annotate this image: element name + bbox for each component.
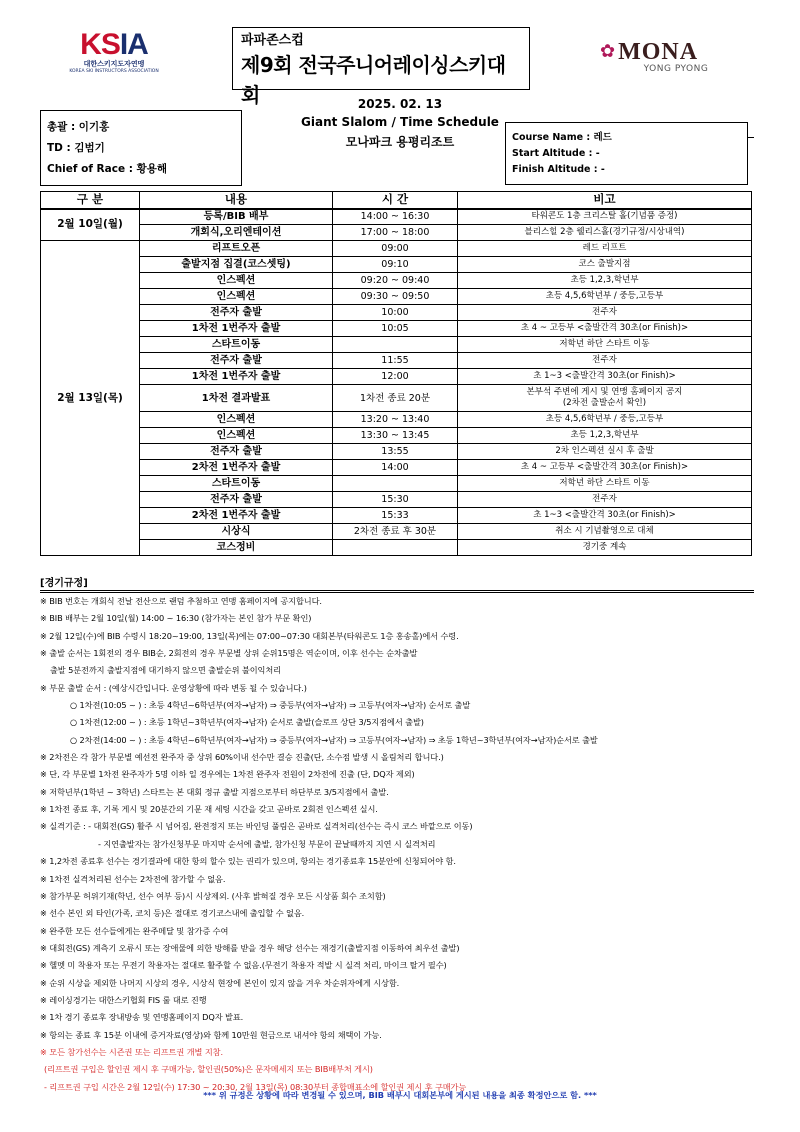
note-cell [458,321,752,337]
item-cell: 인스펙션 [140,412,333,428]
item-cell: 스타트이동 [140,337,333,353]
item-cell: 전주자 출발 [140,492,333,508]
note-cell [458,337,752,353]
item-cell: 인스펙션 [140,428,333,444]
table-row [41,476,752,492]
table-row [41,369,752,385]
time-cell: 10:05 [333,321,458,337]
course-box-tick [748,137,754,138]
flower-icon: ✿ [600,41,616,62]
rule-line: ※ BIB 배부는 2월 10일(월) 14:00 ~ 16:30 (참가자는 본인 참가 부문 확인) [40,613,312,624]
table-row [41,385,752,412]
note-text: 초 1~3 <출발간격 30초(or Finish)> [533,371,676,381]
rule-line: ※ 항의는 종료 후 15분 이내에 증거자료(영상)와 함께 10만원 현금으로 내셔야 항의 채택이 가능. [40,1029,382,1040]
ksia-org-name-en: KOREA SKI INSTRUCTORS ASSOCIATION [69,69,159,74]
table-row [41,209,752,225]
note-cell [458,385,752,412]
note-cell [458,369,752,385]
course-box [505,122,748,185]
table-row [41,492,752,508]
note-text: 저학년 하단 스타트 이동 [559,478,650,488]
mona-logo [600,40,730,74]
time-cell: 13:55 [333,444,458,460]
note-text: 본부석 주변에 게시 및 연맹 홈페이지 공지 [526,387,683,397]
item-cell: 2차전 1번주자 출발 [140,460,333,476]
header-note: 비고 [458,192,752,209]
rules-list [40,593,755,1096]
note-text: 초등 1,2,3,학년부 [570,430,639,440]
table-header-row [41,192,752,209]
table-row [41,321,752,337]
rule-line: ○ 1차전(10:05 ~ ) : 초등 4학년~6학년부(여자→남자) ⇒ 중등부(여자→남자) ⇒ 고등부(여자→남자) 순서로 출발 [70,700,471,711]
note-text: 초 4 ~ 고등부 <출발간격 30초(or Finish)> [520,323,689,333]
item-cell: 1차전 1번주자 출발 [140,369,333,385]
note-text: 전주자 [592,355,617,365]
header-category: 구 분 [41,192,140,209]
rule-line: (리프트권 구입은 할인권 제시 후 구매가능, 할인권(50%)은 문자메세지 또는 BIB배부처 게시) [44,1064,373,1075]
time-cell [333,540,458,556]
note-text: 전주자 [592,494,617,504]
time-cell: 09:20 ~ 09:40 [333,273,458,289]
note-cell [458,444,752,460]
note-text: 초 1~3 <출발간격 30초(or Finish)> [533,510,676,520]
event-date: 2025. 02. 13 [357,97,443,111]
rule-line: ※ 저학년부(1학년 ~ 3학년) 스타트는 본 대회 정규 출발 지점으로부터 하단부로 3/5지점에서 출발. [40,786,389,797]
item-cell: 인스펙션 [140,289,333,305]
item-cell: 등록/BIB 배부 [140,209,333,225]
mona-sub: YONG PYONG [643,64,709,74]
time-cell: 14:00 ~ 16:30 [333,209,458,225]
rule-line: - 리프트권 구입 시간은 2월 12일(수) 17:30 ~ 20:30, 2월 13일(목) 08:30부터 종합매표소에 할인권 제시 후 구매가능 [44,1081,467,1092]
item-cell: 스타트이동 [140,476,333,492]
note-cell [458,241,752,257]
time-cell: 13:20 ~ 13:40 [333,412,458,428]
rule-line: ○ 1차전(12:00 ~ ) : 초등 1학년~3학년부(여자→남자) 순서로 출발(슬로프 상단 3/5지점에서 출발) [70,717,424,728]
rule-line: ※ 1차전 실격처리된 선수는 2차전에 참가할 수 없음. [40,873,226,884]
time-cell: 14:00 [333,460,458,476]
rule-line: ※ 선수 본인 외 타인(가족, 코치 등)은 절대로 경기코스내에 출입할 수 없음. [40,908,305,919]
rule-line: ※ 1차전 종료 후, 기록 게시 및 20분간의 기문 재 세팅 시간을 갖고 곧바로 2회전 인스펙션 실시. [40,804,378,815]
item-cell: 출발지점 집결(코스셋팅) [140,257,333,273]
item-cell: 1차전 결과발표 [140,385,333,412]
schedule-table [40,191,752,556]
time-cell [333,476,458,492]
note-text: 초등 4,5,6학년부 / 중등,고등부 [545,414,664,424]
item-cell: 리프트오픈 [140,241,333,257]
note-text: 초등 4,5,6학년부 / 중등,고등부 [545,291,664,301]
time-cell: 11:55 [333,353,458,369]
note-cell [458,492,752,508]
header-time: 시 간 [333,192,458,209]
course-start: Start Altitude : - [512,148,600,159]
note-cell: 타워콘도 1층 크리스탈 홀(기념품 증정) [458,209,752,225]
note-text: 전주자 [592,307,617,317]
table-row [41,460,752,476]
note-cell: 블리스힐 2층 웰리스홀(경기규정/시상내역) [458,225,752,241]
time-cell: 1차전 종료 20분 [333,385,458,412]
item-cell: 1차전 1번주자 출발 [140,321,333,337]
mona-brand: MONA [618,39,699,65]
rule-line: ※ 완주한 모든 선수들에게는 완주메달 및 참가증 수여 [40,925,229,936]
note-text: 저학년 하단 스타트 이동 [559,339,650,349]
note-cell [458,353,752,369]
item-cell: 전주자 출발 [140,353,333,369]
rule-line: ※ 출발 순서는 1회전의 경우 BIB순, 2회전의 경우 부문별 상위 순위15명은 역순이며, 이후 선수는 순차출발 [40,648,418,659]
ksia-logo [64,30,164,75]
time-cell: 12:00 [333,369,458,385]
rule-line: ○ 2차전(14:00 ~ ) : 초등 4학년~6학년부(여자→남자) ⇒ 중등부(여자→남자) ⇒ 고등부(여자→남자) ⇒ 초등 1학년~3학년부(여자→남자)순서로 출발 [70,734,598,745]
rules-heading: [경기규정] [40,577,754,591]
time-cell: 15:33 [333,508,458,524]
note-text: 취소 시 기념촬영으로 대체 [555,526,654,536]
header-content: 내용 [140,192,333,209]
title-subtitle: 파파존스컵 [241,33,304,48]
rule-line: ※ 대회전(GS) 계측기 오류시 또는 장애물에 의한 방해를 받을 경우 해당 선수는 재경기(출발지점 이동하여 최우선 출발) [40,942,460,953]
note-text: 초 4 ~ 고등부 <출발간격 30초(or Finish)> [520,462,689,472]
table-row [41,540,752,556]
item-cell: 코스정비 [140,540,333,556]
table-row [41,241,752,257]
rule-line: ※ 부문 출발 순서 : (예상시간입니다. 운영상황에 따라 변동 될 수 있습니다.) [40,682,307,693]
schedule-body [41,209,752,556]
time-cell: 13:30 ~ 13:45 [333,428,458,444]
table-row [41,225,752,241]
item-cell: 2차전 1번주자 출발 [140,508,333,524]
time-cell: 10:00 [333,305,458,321]
note-cell [458,460,752,476]
item-cell: 인스펙션 [140,273,333,289]
note-cell [458,428,752,444]
note-cell [458,508,752,524]
note-cell [458,305,752,321]
table-row [41,508,752,524]
time-cell: 17:00 ~ 18:00 [333,225,458,241]
table-row [41,412,752,428]
note-cell [458,540,752,556]
table-row [41,337,752,353]
time-cell: 09:30 ~ 09:50 [333,289,458,305]
course-finish: Finish Altitude : - [512,164,605,175]
note-cell [458,524,752,540]
note-cell [458,289,752,305]
table-row [41,305,752,321]
date-cell: 2월 10일(월) [41,209,140,241]
item-cell: 시상식 [140,524,333,540]
date-cell: 2월 13일(목) [41,241,140,556]
time-cell: 15:30 [333,492,458,508]
note-cell [458,273,752,289]
rule-line: - 지연출발자는 참가신청부문 마지막 순서에 출발, 참가신청 부문이 끝날때까지 지연 시 실격처리 [98,838,436,849]
rule-line: ※ 실격기준 : - 대회전(GS) 활주 시 넘어짐, 완전정지 또는 바인딩 풀림은 곧바로 실격처리(선수는 즉시 코스 바깥으로 이동) [40,821,473,832]
note-text: 레드 리프트 [582,243,627,253]
table-row [41,524,752,540]
note-cell [458,412,752,428]
rule-line: ※ 레이싱경기는 대한스키협회 FIS 룰 대로 진행 [40,994,207,1005]
rule-line: ※ 헬멧 미 착용자 또는 무전기 착용자는 절대로 활주할 수 없음.(무전기 착용자 적발 시 실격 처리, 마이크 탈거 필수) [40,960,447,971]
staff-box [40,110,242,186]
staff-td: TD : 김범기 [47,142,105,154]
page-title: 제9회 전국주니어레이싱스키대회 [241,53,506,107]
note-cell [458,257,752,273]
rule-line: ※ 참가부문 허위기재(학년, 선수 여부 등)시 시상제외. (사후 밝혀질 경우 모든 시상품 회수 조치함) [40,890,386,901]
note-cell [458,476,752,492]
time-cell: 2차전 종료 후 30분 [333,524,458,540]
rule-line: 출발 5분전까지 출발지점에 대기하지 않으면 출발순위 불이익처리 [50,665,281,676]
rule-line: ※ 2차전은 각 참가 부문별 예선전 완주자 중 상위 60%이내 선수만 결승 진출(단, 소수점 발생 시 올림처리 합니다.) [40,752,444,763]
table-row [41,289,752,305]
footer-note: *** 위 규정은 상황에 따라 변경될 수 있으며, BIB 배부시 대회본부에 게시된 내용을 최종 확정안으로 함. *** [203,1090,597,1100]
time-cell [333,337,458,353]
rule-line: ※ 모든 참가선수는 시즌권 또는 리프트권 개별 지참. [40,1046,223,1057]
note-text: 초등 1,2,3,학년부 [570,275,639,285]
rule-line: ※ 단, 각 부문별 1차전 완주자가 5명 이하 일 경우에는 1차전 완주자 전원이 2차전에 진출 (단, DQ자 제외) [40,769,415,780]
table-row [41,353,752,369]
course-name: Course Name : 레드 [512,132,612,143]
ksia-org-name: 대한스키지도자연맹 [83,60,145,68]
staff-chair: 총괄 : 이기홍 [47,121,110,133]
item-cell: 개회식,오리엔테이션 [140,225,333,241]
event-info [300,95,500,151]
rule-line: ※ 1차 경기 종료후 장내방송 및 연맹홈페이지 DQ자 발표. [40,1012,244,1023]
rule-line: ※ 2월 12일(수)에 BIB 수령시 18:20~19:00, 13일(목)에는 07:00~07:30 대회본부(타워콘도 1층 홍송홀)에서 수령. [40,630,459,641]
item-cell: 전주자 출발 [140,305,333,321]
note-text-secondary: (2차전 출발순서 확인) [562,398,647,408]
event-venue: 모나파크 용평리조트 [345,135,455,149]
rule-line: ※ 순위 시상을 제외한 나머지 시상의 경우, 시상식 현장에 본인이 있지 않을 겨우 차순위자에게 시상함. [40,977,400,988]
time-cell: 09:00 [333,241,458,257]
event-name: Giant Slalom / Time Schedule [301,115,499,129]
staff-chief: Chief of Race : 황용해 [47,163,168,175]
table-row [41,273,752,289]
ksia-logo-mark: KSIA [80,28,148,61]
table-row [41,257,752,273]
rules-section [40,577,755,1096]
table-row [41,428,752,444]
note-text: 코스 출발지점 [578,259,631,269]
rule-line: ※ BIB 번호는 개회식 전날 전산으로 랜덤 추첨하고 연맹 홈페이지에 공지합니다. [40,596,322,606]
rule-line: ※ 1,2차전 종료후 선수는 경기결과에 대한 항의 할수 있는 권리가 있으며, 항의는 경기종료후 15분안에 신청되어야 함. [40,856,456,867]
item-cell: 전주자 출발 [140,444,333,460]
table-row [41,444,752,460]
note-text: 2차 인스펙션 실시 후 출발 [555,446,654,456]
time-cell: 09:10 [333,257,458,273]
note-text: 경기중 계속 [582,542,627,552]
